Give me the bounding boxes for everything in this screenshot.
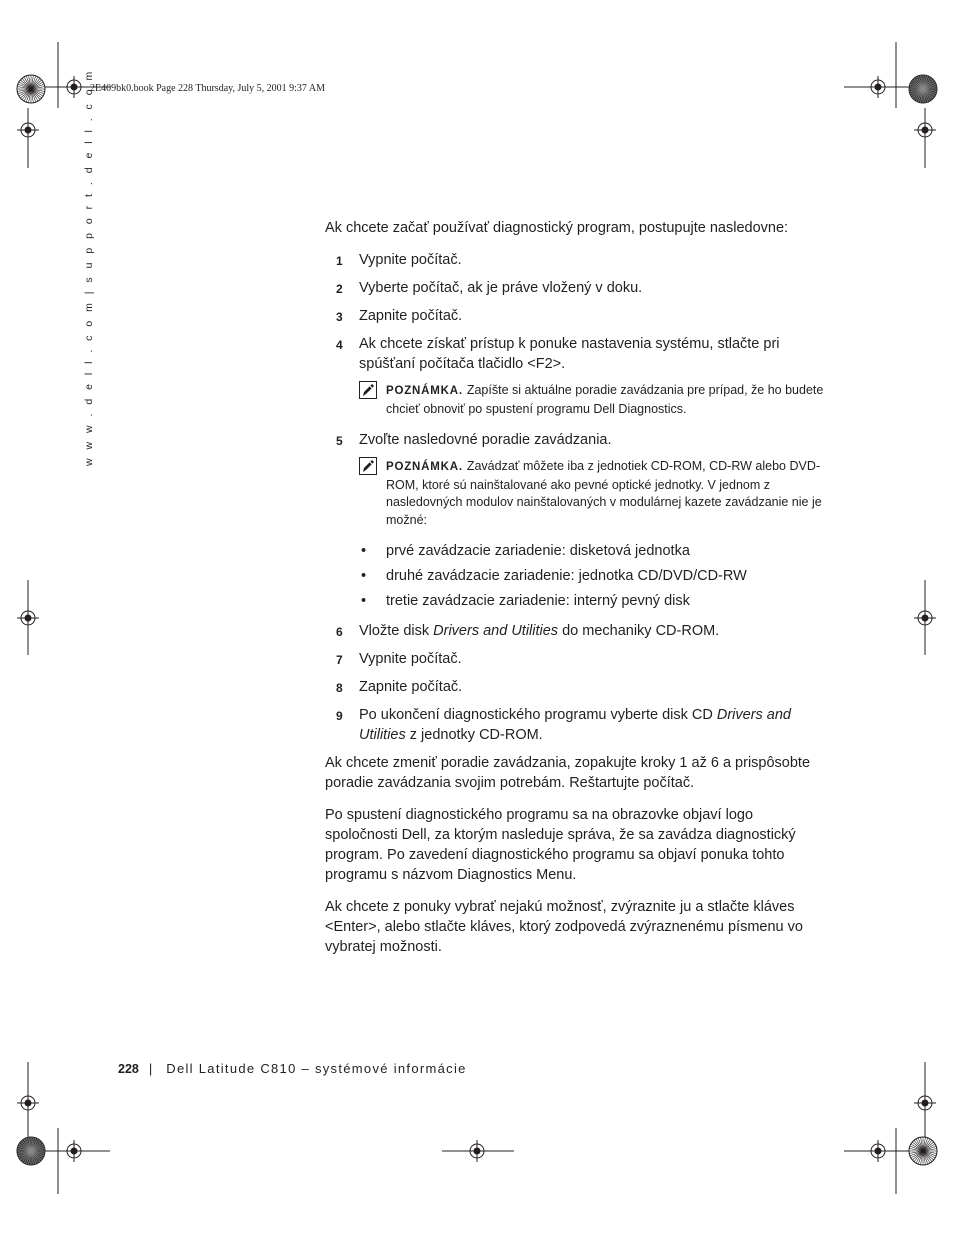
bullet-dot: • <box>361 593 367 609</box>
registration-mark <box>17 607 39 629</box>
step-4 <box>325 334 825 374</box>
note-2 <box>325 458 825 529</box>
main-content <box>325 218 825 969</box>
footer-title: Dell Latitude C810 – systémové informácie <box>166 1061 467 1076</box>
step-text-pre: Po ukončení diagnostického programu vyberte disk CD <box>359 707 717 723</box>
step-3 <box>325 306 825 326</box>
registration-mark <box>466 1140 488 1162</box>
step-2 <box>325 278 825 298</box>
bullet-text: prvé zavádzacie zariadenie: disketová jednotka <box>386 543 690 559</box>
bullet-dot: • <box>361 543 367 559</box>
step-text-pre: Vložte disk <box>359 623 434 639</box>
step-number: 1 <box>336 254 343 268</box>
registration-mark <box>17 119 39 141</box>
step-1 <box>325 250 825 270</box>
side-url-text: w w w . d e l l . c o m | s u p p o r t . d e l l . c o m <box>83 68 95 466</box>
color-bar-starburst <box>17 75 45 103</box>
step-number: 5 <box>336 434 343 448</box>
bullet-dot: • <box>361 568 367 584</box>
bullet-item <box>325 541 825 561</box>
footer-separator: | <box>148 1061 153 1076</box>
step-9 <box>325 705 825 745</box>
note-label: POZNÁMKA. <box>386 461 463 473</box>
registration-mark <box>63 76 85 98</box>
intro-paragraph: Ak chcete začať používať diagnostický program, postupujte nasledovne: <box>325 220 789 236</box>
step-number: 6 <box>336 625 343 639</box>
step-text: Vypnite počítač. <box>359 252 462 268</box>
step-text-post: z jednotky CD-ROM. <box>405 727 543 743</box>
page-footer <box>118 1061 467 1076</box>
step-text: Zapnite počítač. <box>359 679 463 695</box>
registration-mark <box>867 1140 889 1162</box>
paragraph-boot-order: Ak chcete zmeniť poradie zavádzania, zopakujte kroky 1 až 6 a prispôsobte poradie zavádzania svojim potrebám. Reštartujte počítač. <box>325 755 811 791</box>
registration-mark <box>63 1140 85 1162</box>
bullet-text: druhé zavádzacie zariadenie: jednotka CD/DVD/CD-RW <box>386 568 747 584</box>
step-number: 3 <box>336 310 343 324</box>
registration-mark <box>914 1092 936 1114</box>
step-5 <box>325 430 825 450</box>
disk-name: Drivers and Utilities <box>433 623 559 639</box>
step-6 <box>325 621 825 641</box>
step-number: 9 <box>336 709 343 723</box>
note-text: Zapíšte si aktuálne poradie zavádzania pre prípad, že ho budete chcieť obnoviť po spustení programu Dell Diagnostics. <box>386 383 824 416</box>
page-number: 228 <box>118 1062 139 1076</box>
step-text: Ak chcete získať prístup k ponuke nastavenia systému, stlačte pri spúšťaní počítača tlačidlo <F2>. <box>359 336 780 372</box>
paragraph-text: Po spustení diagnostického programu sa na obrazovke objaví logo spoločnosti Dell, za ktorým nasleduje správa, že sa zavádza diagnostický program. Po zavedení diagnostického programu sa objaví ponuka tohto programu s názvom <box>325 807 796 883</box>
step-text: Vyberte počítač, ak je práve vložený v doku. <box>359 280 643 296</box>
step-7 <box>325 649 825 669</box>
note-pencil-icon <box>359 381 377 399</box>
registration-mark <box>867 76 889 98</box>
step-text: Zvoľte nasledovné poradie zavádzania. <box>359 432 612 448</box>
registration-mark <box>914 119 936 141</box>
step-number: 4 <box>336 338 343 352</box>
step-number: 7 <box>336 653 343 667</box>
bullet-item <box>325 591 825 611</box>
step-text-post: do mechaniky CD-ROM. <box>558 623 720 639</box>
note-label: POZNÁMKA. <box>386 385 463 397</box>
registration-mark <box>17 1092 39 1114</box>
color-bar-starburst <box>17 1137 45 1165</box>
step-text: Zapnite počítač. <box>359 308 463 324</box>
note-text: Zavádzať môžete iba z jednotiek CD-ROM, CD-RW alebo DVD-ROM, ktoré sú nainštalované ako pevné optické jednotky. V jednom z nasledovných modulov nainštalovaných v modulárnej kazete zavádzanie nie je možné: <box>386 459 822 527</box>
bullet-item <box>325 566 825 586</box>
note-1 <box>325 382 825 418</box>
color-bar-starburst <box>909 75 937 103</box>
step-number: 2 <box>336 282 343 296</box>
bullet-text: tretie zavádzacie zariadenie: interný pevný disk <box>386 593 690 609</box>
paragraph-menu-select: Ak chcete z ponuky vybrať nejakú možnosť, zvýraznite ju a stlačte kláves <Enter>, alebo stlačte kláves, ktorý zodpovedá zvýraznenému písmenu vo vybratej možnosti. <box>325 899 803 955</box>
color-bar-starburst <box>909 1137 937 1165</box>
paragraph-diagnostics-start <box>325 805 825 885</box>
disk-name: Drivers and Utilities <box>359 707 791 743</box>
diagnostics-menu-name: Diagnostics Menu <box>457 867 573 883</box>
file-info-header: 2E409bk0.book Page 228 Thursday, July 5, 2001 9:37 AM <box>90 83 325 94</box>
step-8 <box>325 677 825 697</box>
step-text: Vypnite počítač. <box>359 651 462 667</box>
registration-mark <box>914 607 936 629</box>
step-number: 8 <box>336 681 343 695</box>
note-pencil-icon <box>359 457 377 475</box>
paragraph-text-end: . <box>572 867 577 883</box>
